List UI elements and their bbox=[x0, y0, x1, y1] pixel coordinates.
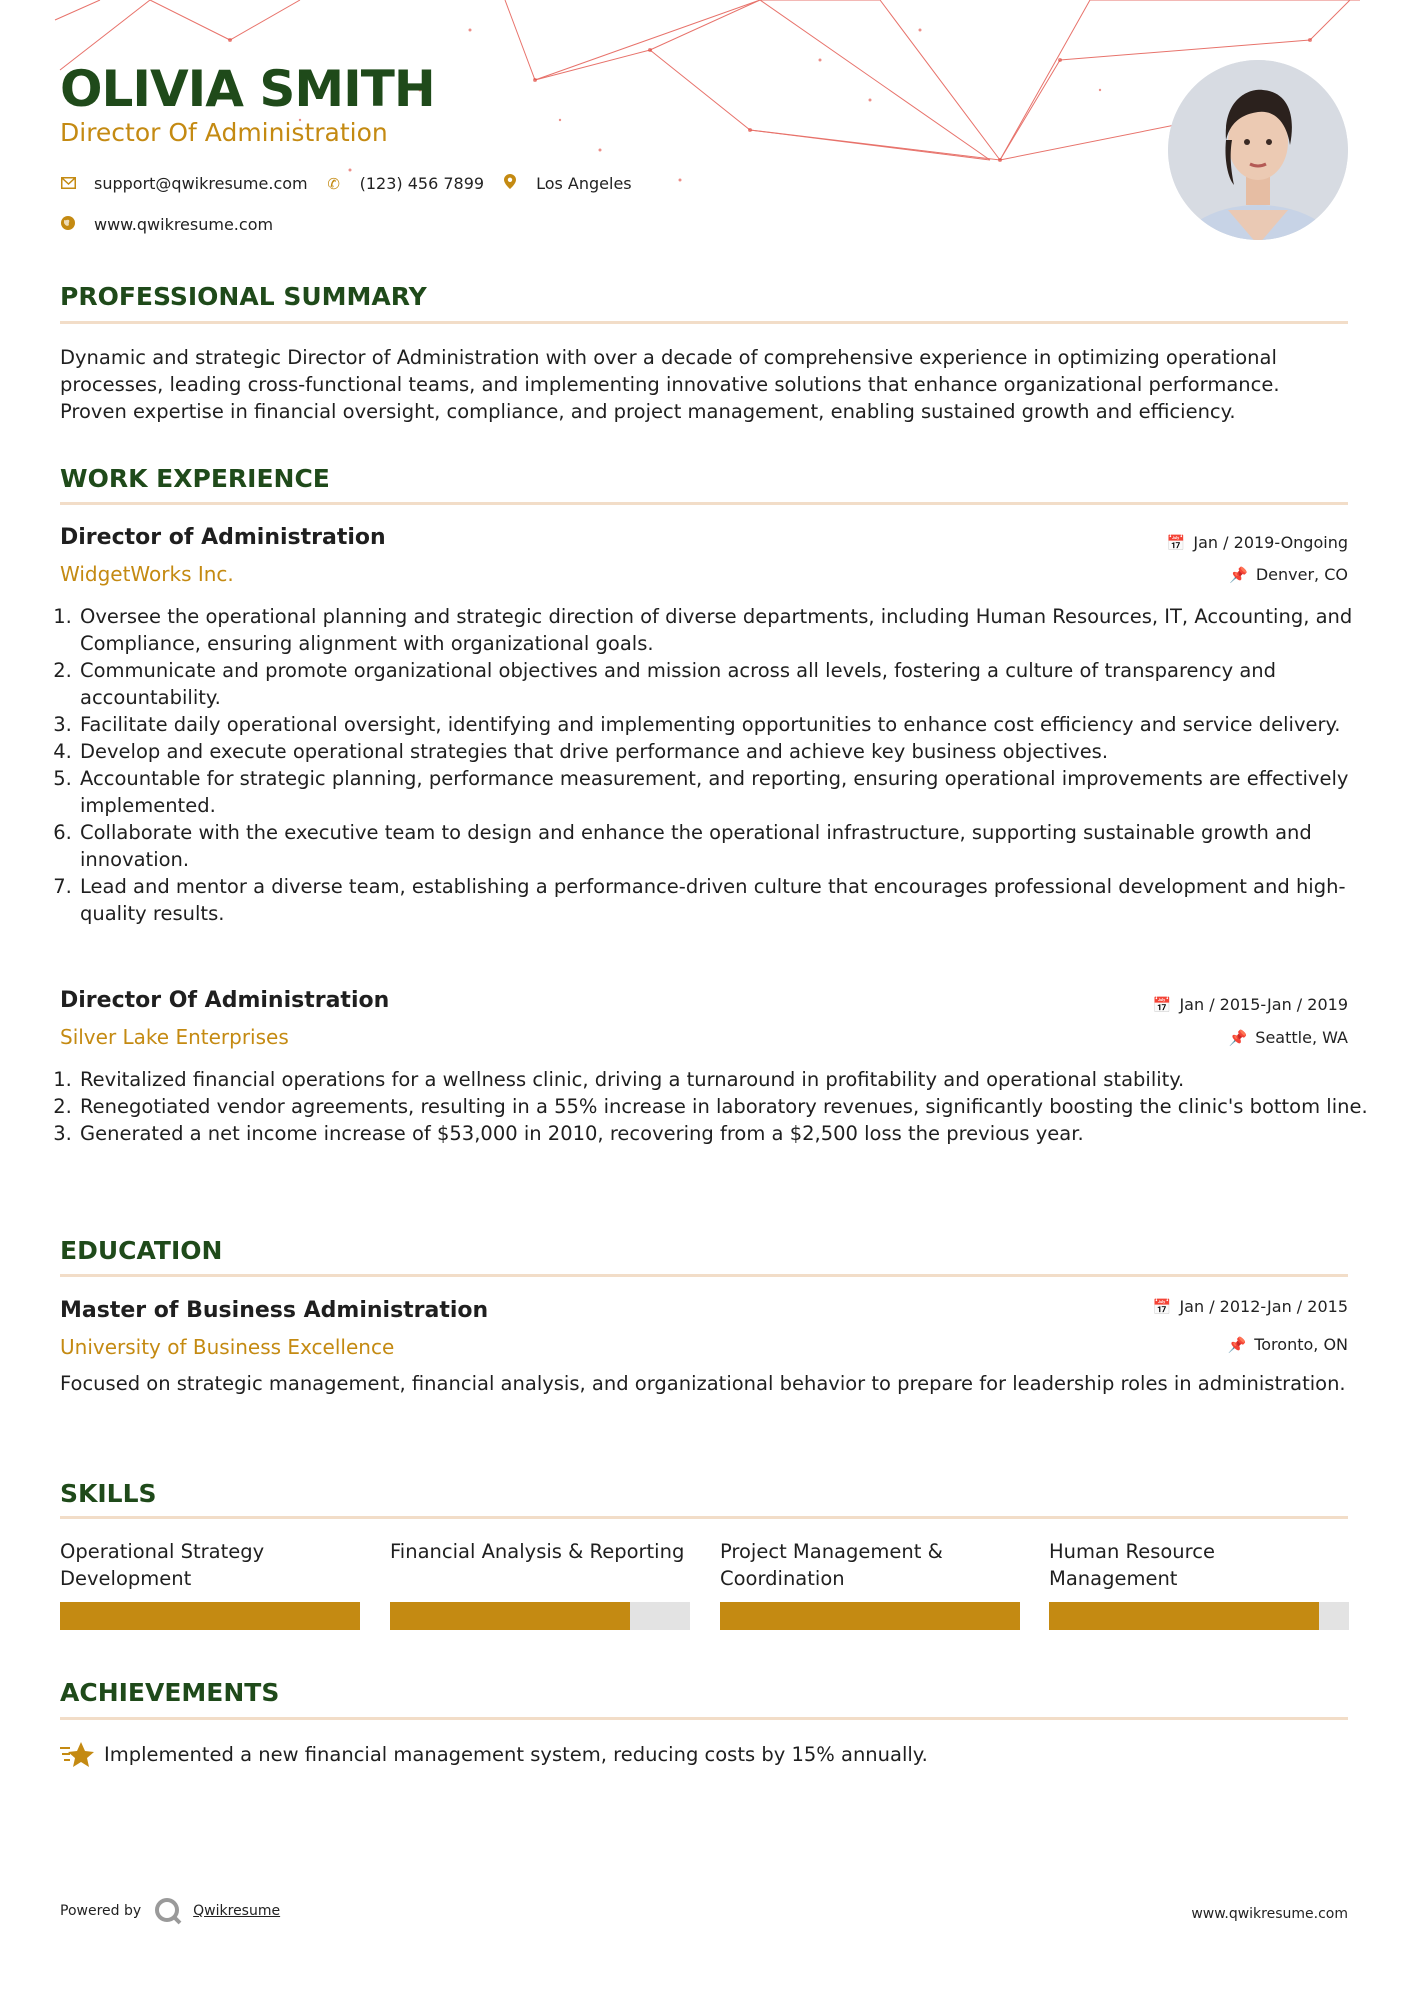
email-text[interactable]: support@qwikresume.com bbox=[94, 174, 308, 193]
pushpin-icon: 📌 bbox=[1229, 565, 1248, 584]
skill-label: Human Resource Management bbox=[1049, 1540, 1215, 1590]
envelope-icon bbox=[60, 175, 76, 193]
summary-text: Dynamic and strategic Director of Administration with over a decade of comprehensive experience in optimizing operational processes, leading cross-functional teams, and implementing innovative solutions that enhance organizational performance. Proven expertise in financial oversight, compliance, and project management, enabling sustained growth and efficiency. bbox=[60, 346, 1280, 423]
footer-branding bbox=[60, 1896, 280, 1926]
achievement-text: Implemented a new financial management system, reducing costs by 15% annually. bbox=[104, 1742, 928, 1766]
brand-link[interactable]: Qwikresume bbox=[193, 1903, 281, 1919]
achievements-heading: ACHIEVEMENTS bbox=[60, 1678, 280, 1707]
job-2-title: Director Of Administration bbox=[60, 988, 390, 1013]
list-item: 4. Develop and execute operational strategies that drive performance and achieve key business objectives. bbox=[78, 738, 1368, 765]
person-avatar-icon bbox=[1168, 60, 1348, 240]
list-item: 7. Lead and mentor a diverse team, establishing a performance-driven culture that encourages professional development and high-quality results. bbox=[78, 873, 1368, 927]
list-item: 1. Revitalized financial operations for a wellness clinic, driving a turnaround in profitability and operational stability. bbox=[78, 1066, 1368, 1093]
list-item: 6. Collaborate with the executive team to design and enhance the operational infrastructure, supporting sustainable growth and innovation. bbox=[78, 819, 1368, 873]
job-2-dates bbox=[1153, 995, 1348, 1014]
experience-divider bbox=[60, 502, 1348, 505]
website-item bbox=[60, 215, 273, 234]
list-item: 3. Generated a net income increase of $53,000 in 2010, recovering from a $2,500 loss the previous year. bbox=[78, 1120, 1368, 1147]
job-1-dates bbox=[1167, 533, 1348, 552]
qwikresume-logo-icon bbox=[153, 1896, 183, 1926]
education-location bbox=[1228, 1335, 1348, 1354]
calendar-icon: 📅 bbox=[1166, 533, 1186, 552]
powered-by-label: Powered by bbox=[60, 1903, 142, 1919]
candidate-name: OLIVIA SMITH bbox=[60, 60, 435, 118]
job-1-location-text: Denver, CO bbox=[1255, 565, 1348, 584]
website-text[interactable]: www.qwikresume.com bbox=[94, 215, 274, 234]
job-1-bullets bbox=[60, 603, 1368, 927]
skill-item bbox=[60, 1538, 360, 1594]
skill-item bbox=[720, 1538, 1020, 1594]
skills-heading: SKILLS bbox=[60, 1479, 157, 1508]
map-pin-icon bbox=[502, 174, 518, 193]
education-description: Focused on strategic management, financial analysis, and organizational behavior to prepare for leadership roles in administration. bbox=[60, 1372, 1346, 1395]
job-2-bullets bbox=[60, 1066, 1368, 1147]
job-1-company: WidgetWorks Inc. bbox=[60, 562, 234, 586]
skills-divider bbox=[60, 1516, 1348, 1519]
phone-text[interactable]: (123) 456 7899 bbox=[359, 174, 485, 193]
pushpin-icon: 📌 bbox=[1228, 1028, 1248, 1047]
profile-photo bbox=[1168, 60, 1348, 240]
skill-bar-fill bbox=[1049, 1602, 1319, 1630]
candidate-title: Director Of Administration bbox=[60, 118, 388, 147]
achievement-item bbox=[60, 1740, 928, 1768]
job-1-location bbox=[1229, 565, 1348, 584]
education-location-text: Toronto, ON bbox=[1254, 1335, 1348, 1354]
skill-bar bbox=[60, 1602, 360, 1630]
location-item bbox=[502, 174, 632, 193]
job-2-dates-text: Jan / 2015-Jan / 2019 bbox=[1179, 995, 1348, 1014]
skill-label: Financial Analysis & Reporting bbox=[390, 1540, 685, 1563]
job-2-location-text: Seattle, WA bbox=[1255, 1028, 1348, 1047]
website-row bbox=[60, 215, 291, 234]
job-1-dates-text: Jan / 2019-Ongoing bbox=[1193, 533, 1348, 552]
summary-heading: PROFESSIONAL SUMMARY bbox=[60, 282, 427, 311]
phone-item bbox=[326, 174, 484, 193]
skill-bar-fill bbox=[390, 1602, 630, 1630]
skill-bar bbox=[1049, 1602, 1349, 1630]
education-divider bbox=[60, 1274, 1348, 1277]
calendar-icon: 📅 bbox=[1152, 995, 1172, 1014]
list-item: 1. Oversee the operational planning and strategic direction of diverse departments, including Human Resources, IT, Accounting, and Compliance, ensuring alignment with organizational goals. bbox=[78, 603, 1368, 657]
education-degree: Master of Business Administration bbox=[60, 1298, 489, 1323]
skill-bar-fill bbox=[60, 1602, 360, 1630]
achievements-divider bbox=[60, 1717, 1348, 1720]
skill-bar bbox=[390, 1602, 690, 1630]
job-2-company: Silver Lake Enterprises bbox=[60, 1025, 289, 1049]
contact-row bbox=[60, 174, 650, 193]
skill-label: Operational Strategy Development bbox=[60, 1540, 265, 1590]
experience-heading: WORK EXPERIENCE bbox=[60, 464, 330, 493]
list-item: 3. Facilitate daily operational oversight, identifying and implementing opportunities to enhance cost efficiency and service delivery. bbox=[78, 711, 1368, 738]
education-dates bbox=[1153, 1297, 1348, 1316]
education-school: University of Business Excellence bbox=[60, 1335, 395, 1359]
skill-bar bbox=[720, 1602, 1020, 1630]
skill-bar-fill bbox=[720, 1602, 1020, 1630]
job-2-location bbox=[1229, 1028, 1348, 1047]
list-item: 5. Accountable for strategic planning, performance measurement, and reporting, ensuring operational improvements are effectively implemented. bbox=[78, 765, 1368, 819]
pushpin-icon: 📌 bbox=[1227, 1335, 1247, 1354]
star-award-icon bbox=[60, 1740, 94, 1768]
education-heading: EDUCATION bbox=[60, 1236, 223, 1265]
email-item bbox=[60, 174, 308, 193]
skill-item bbox=[390, 1538, 690, 1594]
footer-website[interactable]: www.qwikresume.com bbox=[1191, 1906, 1348, 1922]
list-item: 2. Renegotiated vendor agreements, resulting in a 55% increase in laboratory revenues, significantly boosting the clinic's bottom line. bbox=[78, 1093, 1368, 1120]
skill-item bbox=[1049, 1538, 1349, 1594]
skill-label: Project Management & Coordination bbox=[720, 1540, 943, 1590]
job-1-title: Director of Administration bbox=[60, 525, 386, 550]
globe-icon bbox=[60, 216, 76, 234]
list-item: 2. Communicate and promote organizational objectives and mission across all levels, fostering a culture of transparency and accountability. bbox=[78, 657, 1368, 711]
calendar-icon: 📅 bbox=[1152, 1297, 1172, 1316]
education-dates-text: Jan / 2012-Jan / 2015 bbox=[1179, 1297, 1348, 1316]
summary-divider bbox=[60, 321, 1348, 324]
phone-icon: ✆ bbox=[327, 174, 340, 193]
location-text: Los Angeles bbox=[536, 174, 632, 193]
